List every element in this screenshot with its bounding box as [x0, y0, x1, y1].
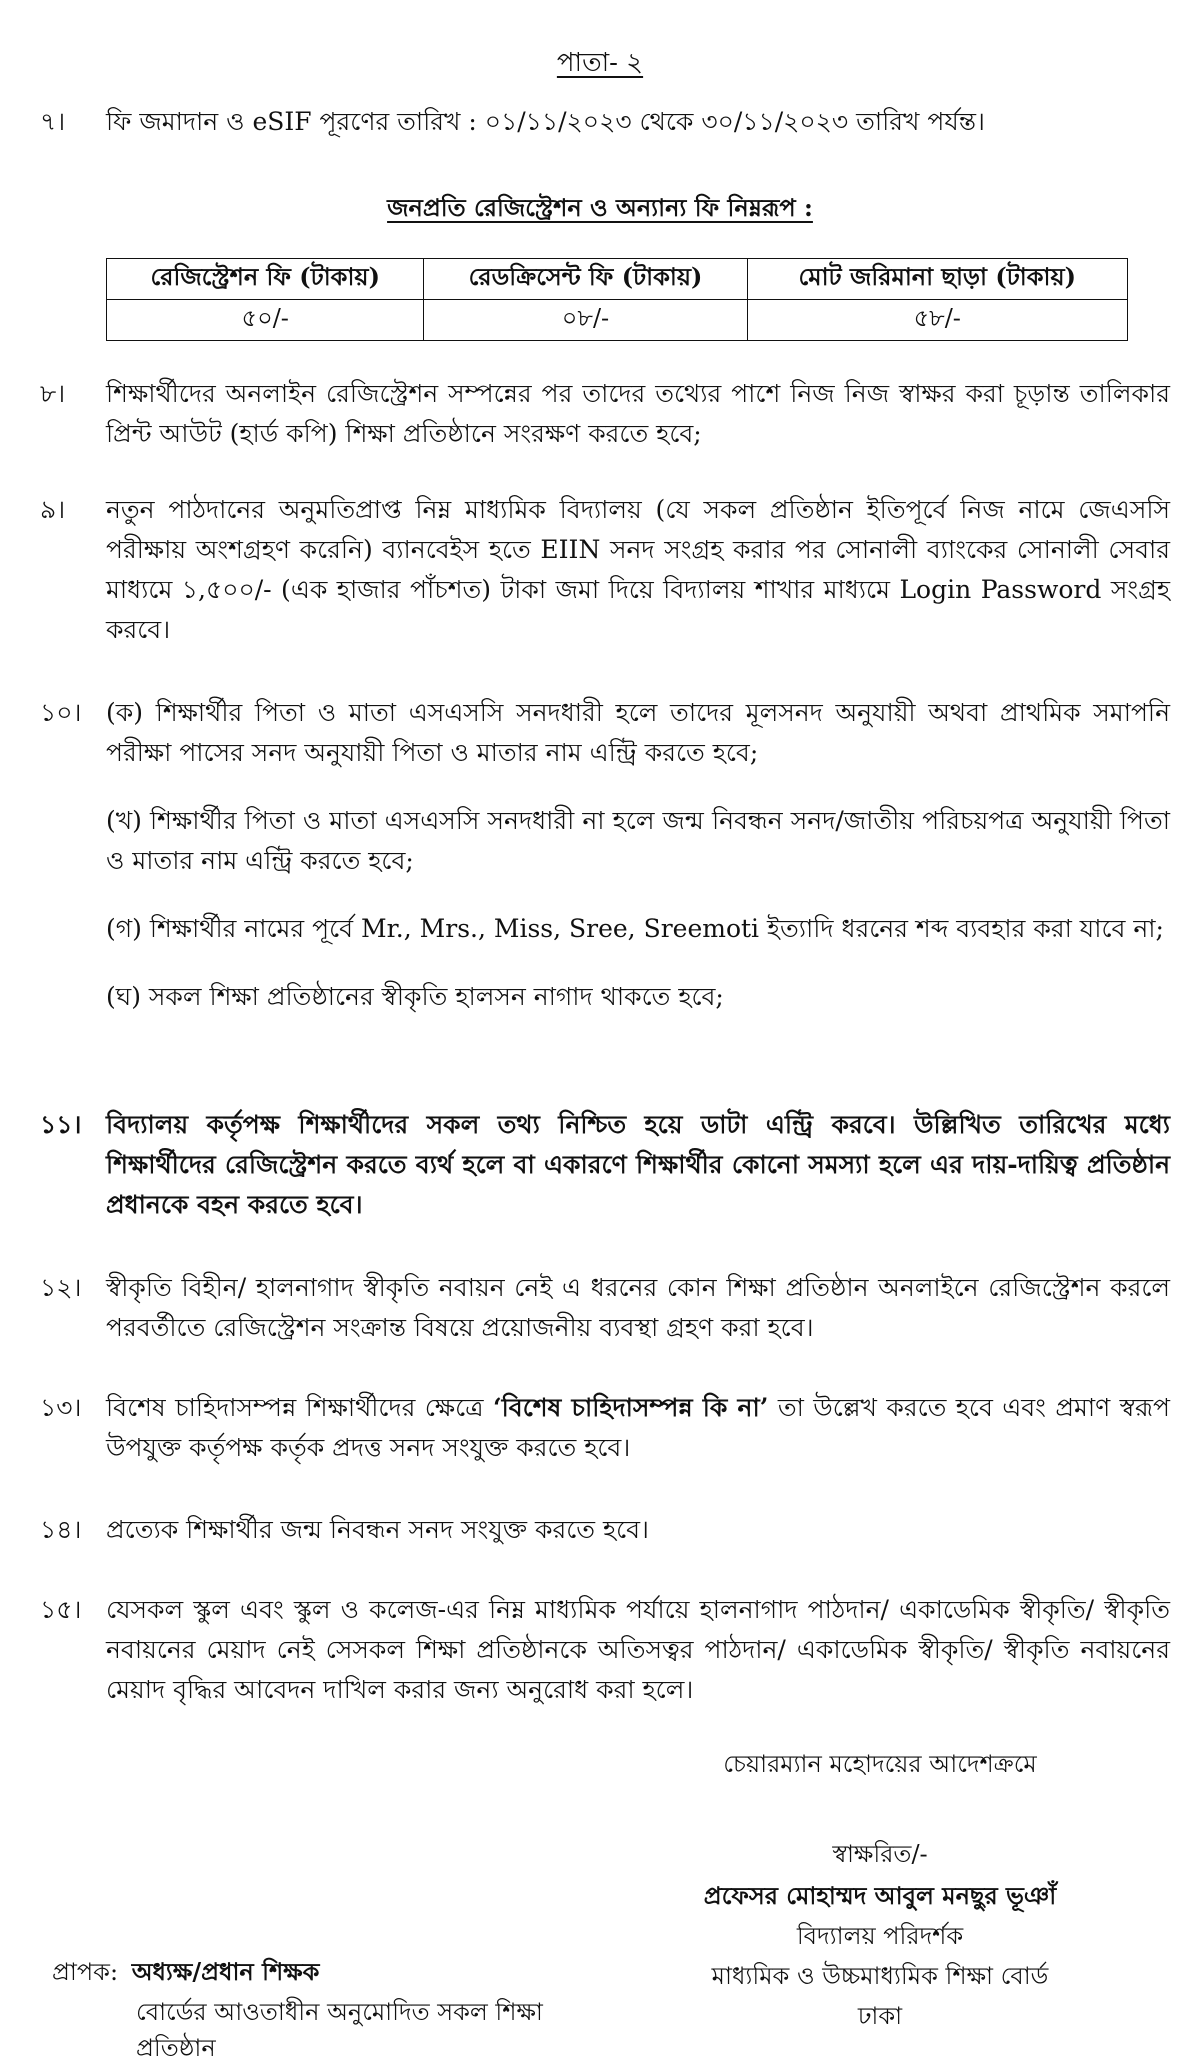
fee-value-redcrescent: ০৮/-: [424, 300, 747, 341]
signatory-designation: বিদ্যালয় পরিদর্শক: [796, 1922, 964, 1950]
item-text: [106, 1388, 1170, 1468]
item-number: ১০।: [40, 698, 82, 727]
item-12: [40, 1268, 1170, 1348]
recipient-line-2: প্রতিষ্ঠান: [136, 2034, 216, 2062]
item-text: ফি জমাদান ও eSIF পূরণের তারিখ : ০১/১১/২০২৩ থেকে ৩০/১১/২০২৩ তারিখ পর্যন্ত।: [106, 107, 985, 136]
recipient-block: [52, 1952, 319, 1992]
recipient-title: অধ্যক্ষ/প্রধান শিক্ষক: [131, 1957, 320, 1986]
page-number: পাতা- ২: [556, 48, 644, 78]
item-10-a: (ক) শিক্ষার্থীর পিতা ও মাতা এসএসসি সনদধারী হলে তাদের মূলসনদ অনুযায়ী অথবা প্রাথমিক সমাপনি পরীক্ষা পাসের সনদ অনুযায়ী পিতা ও মাতার নাম এন্ট্রি করতে হবে;: [106, 698, 1170, 767]
fee-table-heading: জনপ্রতি রেজিস্ট্রেশন ও অন্যান্য ফি নিম্নরূপ :: [387, 193, 813, 222]
item-11: [40, 1105, 1170, 1225]
fee-table-value-row: [107, 300, 1128, 341]
item-number: ১৫।: [40, 1595, 82, 1624]
item-8: [40, 374, 1170, 454]
item-text: নতুন পাঠদানের অনুমতিপ্রাপ্ত নিম্ন মাধ্যমিক বিদ্যালয় (যে সকল প্রতিষ্ঠান ইতিপূর্বে নিজ নামে জেএসসি পরীক্ষায় অংশগ্রহণ করেনি) ব্যানবেইস হতে EIIN সনদ সংগ্রহ করার পর সোনালী ব্যাংকের সোনালী সেবার মাধ্যমে ১,৫০০/- (এক হাজার পাঁচশত) টাকা জমা দিয়ে বিদ্যালয় শাখার মাধ্যমে Login Password সংগ্রহ করবে।: [106, 495, 1170, 644]
item-number: ৮।: [40, 379, 66, 408]
item-number: ১২।: [40, 1273, 82, 1302]
signatory-name: প্রফেসর মোহাম্মদ আবুল মনছুর ভূঞাঁ: [703, 1881, 1057, 1910]
item-13: [40, 1388, 1170, 1468]
signatory-city: ঢাকা: [857, 2002, 903, 2030]
item-7: [40, 102, 1170, 142]
item-number: ৭।: [40, 107, 66, 136]
item-text: বিদ্যালয় কর্তৃপক্ষ শিক্ষার্থীদের সকল তথ্য নিশ্চিত হয়ে ডাটা এন্ট্রি করবে। উল্লিখিত তারিখের মধ্যে শিক্ষার্থীদের রেজিস্ট্রেশন করতে ব্যর্থ হলে বা একারণে শিক্ষার্থীর কোনো সমস্যা হলে এর দায়-দায়িত্ব প্রতিষ্ঠান প্রধানকে বহন করতে হবে।: [106, 1110, 1170, 1219]
fee-table-header-row: [107, 259, 1128, 300]
item-10: [40, 693, 1170, 1017]
fee-table: [106, 258, 1128, 341]
item-14: [40, 1510, 1170, 1550]
item-text: শিক্ষার্থীদের অনলাইন রেজিস্ট্রেশন সম্পন্নের পর তাদের তথ্যের পাশে নিজ নিজ স্বাক্ষর করা চূড়ান্ত তালিকার প্রিন্ট আউট (হার্ড কপি) শিক্ষা প্রতিষ্ঠানে সংরক্ষণ করতে হবে;: [106, 379, 1170, 448]
signature-signed: স্বাক্ষরিত/-: [832, 1840, 928, 1868]
item-10-c: (গ) শিক্ষার্থীর নামের পূর্বে Mr., Mrs., Miss, Sree, Sreemoti ইত্যাদি ধরনের শব্দ ব্যবহার করা যাবে না;: [106, 914, 1164, 943]
signatory-board: মাধ্যমিক ও উচ্চমাধ্যমিক শিক্ষা বোর্ড: [711, 1962, 1049, 1990]
signature-order-line: চেয়ারম্যান মহোদয়ের আদেশক্রমে: [723, 1750, 1037, 1778]
item-text: যেসকল স্কুল এবং স্কুল ও কলেজ-এর নিম্ন মাধ্যমিক পর্যায়ে হালনাগাদ পাঠদান/ একাডেমিক স্বীকৃতি/ স্বীকৃতি নবায়নের মেয়াদ নেই সেসকল শিক্ষা প্রতিষ্ঠানকে অতিসত্বর পাঠদান/ একাডেমিক স্বীকৃতি/ স্বীকৃতি নবায়নের মেয়াদ বৃদ্ধির আবেদন দাখিল করার জন্য অনুরোধ করা হলে।: [106, 1595, 1170, 1704]
item-number: ৯।: [40, 495, 66, 524]
fee-header-total: মোট জরিমানা ছাড়া (টাকায়): [747, 259, 1127, 300]
recipient-line-1: বোর্ডের আওতাধীন অনুমোদিত সকল শিক্ষা: [136, 1998, 543, 2026]
item-number: ১৪।: [40, 1515, 82, 1544]
item-10-b: (খ) শিক্ষার্থীর পিতা ও মাতা এসএসসি সনদধারী না হলে জন্ম নিবন্ধন সনদ/জাতীয় পরিচয়পত্র অনুযায়ী পিতা ও মাতার নাম এন্ট্রি করতে হবে;: [106, 806, 1170, 875]
item-9: [40, 490, 1170, 650]
item-number: ১৩।: [40, 1393, 82, 1422]
item-text: প্রত্যেক শিক্ষার্থীর জন্ম নিবন্ধন সনদ সংযুক্ত করতে হবে।: [106, 1515, 649, 1544]
recipient-label: প্রাপক:: [52, 1958, 119, 1986]
item-number: ১১।: [40, 1110, 82, 1139]
fee-header-registration: রেজিস্ট্রেশন ফি (টাকায়): [107, 259, 424, 300]
item-13-emphasis: ‘বিশেষ চাহিদাসম্পন্ন কি না’: [492, 1393, 769, 1422]
item-13-text-after: তা উল্লেখ করতে হবে এবং প্রমাণ স্বরূপ উপযুক্ত কর্তৃপক্ষ কর্তৃক প্রদত্ত সনদ সংযুক্ত করতে হবে।: [106, 1393, 1171, 1462]
item-15: [40, 1590, 1170, 1710]
item-13-text-before: বিশেষ চাহিদাসম্পন্ন শিক্ষার্থীদের ক্ষেত্রে: [106, 1393, 493, 1422]
fee-value-registration: ৫০/-: [107, 300, 424, 341]
item-text: স্বীকৃতি বিহীন/ হালনাগাদ স্বীকৃতি নবায়ন নেই এ ধরনের কোন শিক্ষা প্রতিষ্ঠান অনলাইনে রেজিস্ট্রেশন করলে পরবর্তীতে রেজিস্ট্রেশন সংক্রান্ত বিষয়ে প্রয়োজনীয় ব্যবস্থা গ্রহণ করা হবে।: [106, 1273, 1170, 1342]
fee-header-redcrescent: রেডক্রিসেন্ট ফি (টাকায়): [424, 259, 747, 300]
item-10-d: (ঘ) সকল শিক্ষা প্রতিষ্ঠানের স্বীকৃতি হালসন নাগাদ থাকতে হবে;: [106, 982, 724, 1011]
fee-value-total: ৫৮/-: [747, 300, 1127, 341]
